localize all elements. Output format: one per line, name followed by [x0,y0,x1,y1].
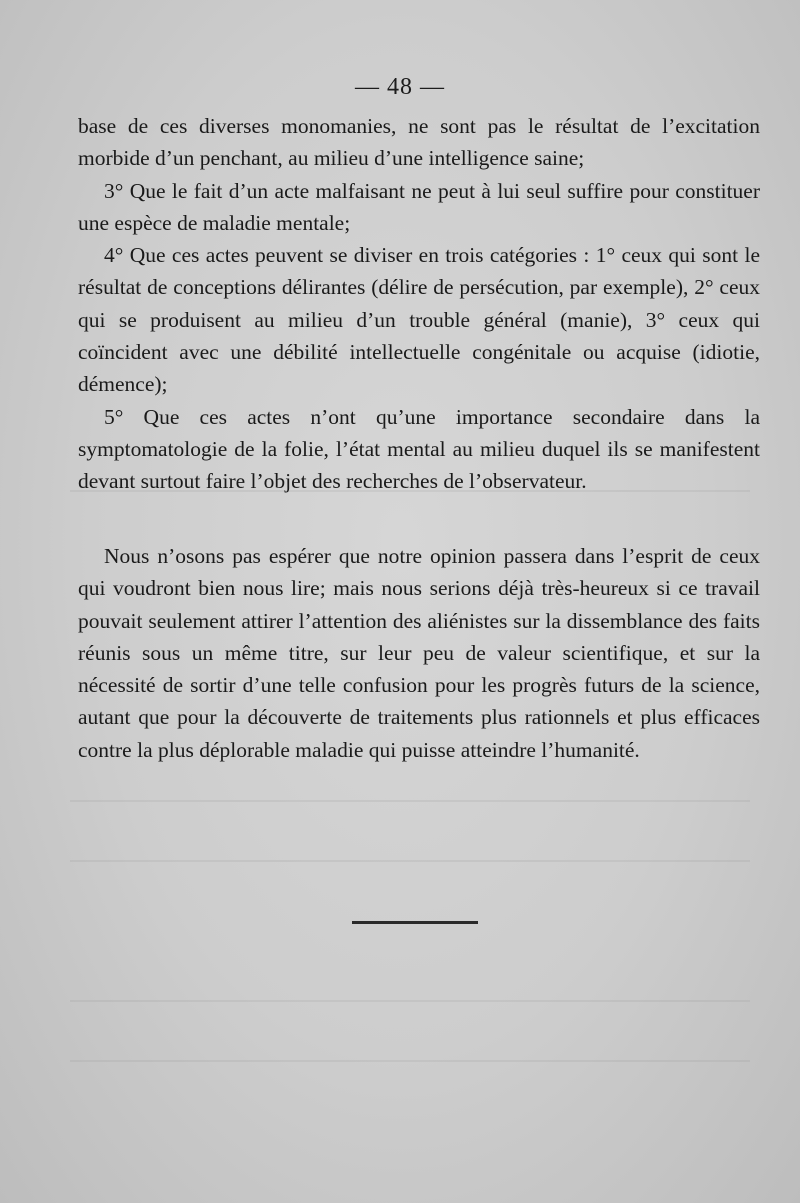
conclusion-continuation: base de ces diverses monomanies, ne sont pas le résultat de l’excitation morbide d’un penchant, au milieu d’une intelligence saine; [78,114,760,171]
closing-paragraph-block [78,540,760,766]
page-number: — 48 — [355,74,445,100]
bleed-through-line [70,1000,750,1002]
bleed-through-line [70,800,750,802]
bleed-through-line [70,1060,750,1062]
conclusion-item-5: 5° Que ces actes n’ont qu’une importance secondaire dans la symptomatologie de la folie, l’état mental au milieu duquel ils se manifestent devant surtout faire l’objet des recherches de l’observateur. [78,404,760,494]
end-rule [352,921,478,924]
conclusions-list [78,110,760,498]
bleed-through-line [70,860,750,862]
conclusion-item-4: 4° Que ces actes peuvent se diviser en trois catégories : 1° ceux qui sont le résultat de conceptions délirantes (délire de persécution, par exemple), 2° ceux qui se produisent au milieu d’un trouble général (manie), 3° ceux qui coïncident avec une débilité intellectuelle congénitale ou acquise (idiotie, démence); [78,243,760,397]
conclusion-item-3: 3° Que le fait d’un acte malfaisant ne peut à lui seul suffire pour constituer une espèce de maladie mentale; [78,178,760,235]
closing-paragraph: Nous n’osons pas espérer que notre opinion passera dans l’esprit de ceux qui voudront bien nous lire; mais nous serions déjà très-heureux si ce travail pouvait seulement attirer l’attention des aliénistes sur la dissemblance des faits réunis sous un même titre, sur leur peu de valeur scientifique, et sur la nécessité de sortir d’une telle confusion pour les progrès futurs de la science, autant que pour la découverte de traitements plus rationnels et plus efficaces contre la plus déplorable maladie qui puisse atteindre l’humanité. [78,544,760,762]
